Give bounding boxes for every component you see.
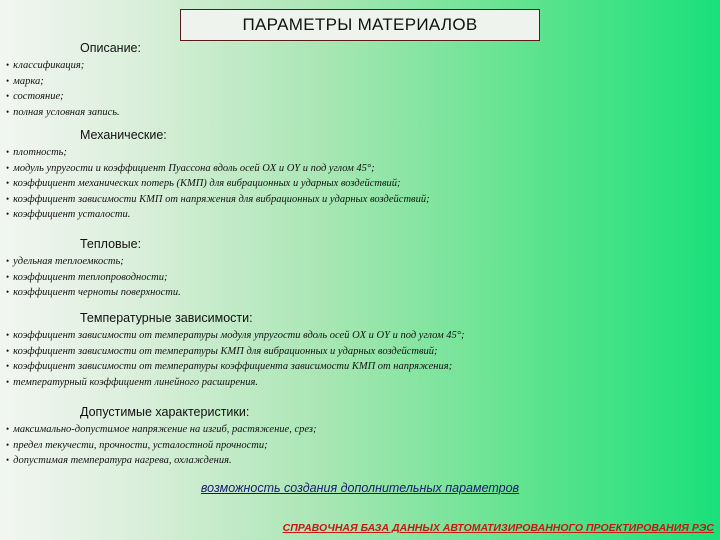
bullet-icon: •: [6, 60, 10, 70]
list-item: • классификация;: [6, 60, 85, 71]
list-item: • полная условная запись.: [6, 106, 120, 118]
section-heading-mechanical: Механические:: [80, 128, 167, 142]
list-item: • коэффициент зависимости от температуры модуля упругости вдоль осей OX и OY и под углом 45°;: [6, 330, 465, 341]
bullet-icon: •: [6, 193, 10, 204]
bullet-icon: •: [6, 345, 10, 356]
description-list: [6, 58, 120, 120]
list-item: • коэффициент зависимости от температуры КМП для вибрационных и ударных воздействий;: [6, 345, 438, 357]
list-item: • допустимая температура нагрева, охлаждения.: [6, 455, 232, 466]
section-heading-thermal: Тепловые:: [80, 237, 142, 251]
list-item: • коэффициент усталости.: [6, 209, 131, 220]
bullet-icon: •: [6, 106, 10, 117]
allowable-list: [6, 422, 316, 469]
bullet-icon: •: [6, 256, 10, 266]
section-heading-allowable: Допустимые характеристики:: [80, 405, 250, 419]
bullet-icon: •: [6, 209, 10, 219]
list-item: • плотность;: [6, 147, 67, 158]
bullet-icon: •: [6, 75, 10, 86]
bullet-icon: •: [6, 361, 10, 371]
bullet-icon: •: [6, 287, 10, 297]
list-item: • марка;: [6, 75, 44, 87]
add-parameters-link[interactable]: возможность создания дополнительных параметров: [200, 481, 520, 495]
bullet-icon: •: [6, 455, 10, 465]
bullet-icon: •: [6, 178, 10, 188]
bullet-icon: •: [6, 424, 10, 434]
thermal-list: [6, 254, 181, 301]
list-item: • коэффициент механических потерь (КМП) для вибрационных и ударных воздействий;: [6, 178, 401, 189]
section-heading-description: Описание:: [80, 41, 141, 55]
list-item: • удельная теплоемкость;: [6, 256, 124, 267]
list-item: • максимально-допустимое напряжение на изгиб, растяжение, срез;: [6, 424, 317, 435]
page-title: ПАРАМЕТРЫ МАТЕРИАЛОВ: [180, 9, 540, 41]
list-item: • коэффициент черноты поверхности.: [6, 287, 181, 298]
bullet-icon: •: [6, 439, 10, 450]
list-item: • температурный коэффициент линейного расширения.: [6, 376, 258, 388]
bullet-icon: •: [6, 147, 10, 157]
bullet-icon: •: [6, 162, 10, 173]
footer-caption: СПРАВОЧНАЯ БАЗА ДАННЫХ АВТОМАТИЗИРОВАННОГО ПРОЕКТИРОВАНИЯ РЭС: [282, 522, 714, 534]
list-item: • коэффициент зависимости от температуры коэффициента зависимости КМП от напряжения;: [6, 361, 453, 372]
bullet-icon: •: [6, 376, 10, 387]
bullet-icon: •: [6, 91, 10, 101]
list-item: • коэффициент зависимости КМП от напряжения для вибрационных и ударных воздействий;: [6, 193, 430, 205]
mechanical-list: [6, 145, 430, 223]
bullet-icon: •: [6, 271, 10, 282]
list-item: • модуль упругости и коэффициент Пуассона вдоль осей OX и OY и под углом 45°;: [6, 162, 375, 174]
bullet-icon: •: [6, 330, 10, 340]
list-item: • предел текучести, прочности, усталостной прочности;: [6, 439, 268, 451]
section-heading-temperature: Температурные зависимости:: [80, 311, 253, 325]
temperature-list: [6, 328, 464, 390]
list-item: • коэффициент теплопроводности;: [6, 271, 168, 283]
list-item: • состояние;: [6, 91, 64, 102]
